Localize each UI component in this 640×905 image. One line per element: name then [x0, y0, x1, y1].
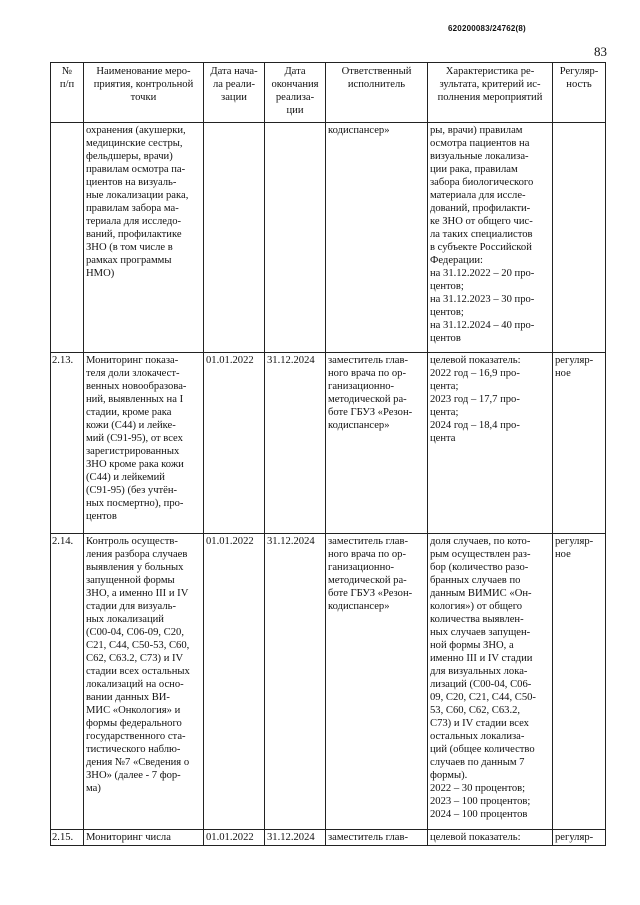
- cell-responsible: заместитель глав- ного врача по ор- ганизационно- методической ра- боте ГБУЗ «Резон- кодиспансер»: [326, 534, 428, 830]
- measures-table: [50, 62, 606, 846]
- cell-result: целевой показатель: 2022 год – 16,9 про- цента; 2023 год – 17,7 про- цента; 2024 год – 18,4 про- цента: [428, 353, 553, 534]
- cell-end-date: 31.12.2024: [265, 830, 326, 846]
- table-row: [51, 830, 606, 846]
- header-end-date: Дата окончания реализа- ции: [265, 63, 326, 123]
- cell-end-date: 31.12.2024: [265, 353, 326, 534]
- table-row: [51, 353, 606, 534]
- header-result: Характеристика ре- зультата, критерий ис- полнения мероприятий: [428, 63, 553, 123]
- cell-result: ры, врачи) правилам осмотра пациентов на визуальные локализа- ции рака, правилам забора биологического материала для иссле- дований, профилакти- ке ЗНО от общего чис- ла таких специалистов в субъекте Российской Федерации: на 31.12.2022 – 20 про- центов; на 31.12.2023 – 30 про- центов; на 31.12.2024 – 40 про- центов: [428, 123, 553, 353]
- cell-regularity: регуляр-: [553, 830, 606, 846]
- cell-result: доля случаев, по кото- рым осуществлен раз- бор (количество разо- бранных случаев по данным ВИМИС «Он- кология») от общего количества выявлен- ных случаев запущен- ной формы ЗНО, а именно III и IV стадии для визуальных лока- лизаций (С00-04, С06- 09, С20, С21, С44, С50- 53, С60, С62, С63.2, С73) и IV стадии всех остальных локализа- ций (общее количество случаев по данным 7 формы). 2022 – 30 процентов; 2023 – 100 процентов; 2024 – 100 процентов: [428, 534, 553, 830]
- cell-num: 2.13.: [51, 353, 84, 534]
- cell-name: Контроль осуществ- ления разбора случаев выявления у больных запущенной формы ЗНО, а именно III и IV стадии для визуаль- ных локализаций (С00-04, С06-09, С20, С21, С44, С50-53, С60, С62, С63.2, С73) и IV стадии всех остальных локализаций на осно- вании данных ВИ- МИС «Онкология» и формы федерального государственного ста- тистического наблю- дения №7 «Сведения о ЗНО» (далее - 7 фор- ма): [84, 534, 204, 830]
- cell-name: охранения (акушерки, медицинские сестры, фельдшеры, врачи) правилам осмотра па- циентов на визуаль- ные локализации рака, правилам забора ма- териала для исследо- ваний, профилактике ЗНО (в том числе в рамках программы НМО): [84, 123, 204, 353]
- cell-start-date: 01.01.2022: [204, 830, 265, 846]
- cell-result: целевой показатель:: [428, 830, 553, 846]
- cell-responsible: заместитель глав-: [326, 830, 428, 846]
- cell-start-date: 01.01.2022: [204, 353, 265, 534]
- table-row: [51, 123, 606, 353]
- cell-regularity: регуляр- ное: [553, 534, 606, 830]
- header-responsible: Ответственный исполнитель: [326, 63, 428, 123]
- cell-num: 2.15.: [51, 830, 84, 846]
- header-regularity: Регуляр- ность: [553, 63, 606, 123]
- cell-name: Мониторинг показа- теля доли злокачест- венных новообразова- ний, выявленных на I стадии, кроме рака кожи (С44) и лейке- мий (С91-95), от всех зарегистрированных ЗНО кроме рака кожи (С44) и лейкемий (С91-95) (без учтён- ных посмертно), про- центов: [84, 353, 204, 534]
- cell-regularity: [553, 123, 606, 353]
- cell-responsible: заместитель глав- ного врача по ор- ганизационно- методической ра- боте ГБУЗ «Резон- кодиспансер»: [326, 353, 428, 534]
- page-number: 83: [594, 44, 607, 59]
- cell-regularity: регуляр- ное: [553, 353, 606, 534]
- table-row: [51, 534, 606, 830]
- cell-start-date: 01.01.2022: [204, 534, 265, 830]
- cell-end-date: 31.12.2024: [265, 534, 326, 830]
- cell-num: 2.14.: [51, 534, 84, 830]
- table-header-row: [51, 63, 606, 123]
- cell-name: Мониторинг числа: [84, 830, 204, 846]
- header-start-date: Дата нача- ла реали- зации: [204, 63, 265, 123]
- cell-end-date: [265, 123, 326, 353]
- header-num: № п/п: [51, 63, 84, 123]
- cell-num: [51, 123, 84, 353]
- cell-start-date: [204, 123, 265, 353]
- header-name: Наименование меро- приятия, контрольной точки: [84, 63, 204, 123]
- cell-responsible: кодиспансер»: [326, 123, 428, 353]
- document-number: 620200083/24762(8): [448, 24, 526, 33]
